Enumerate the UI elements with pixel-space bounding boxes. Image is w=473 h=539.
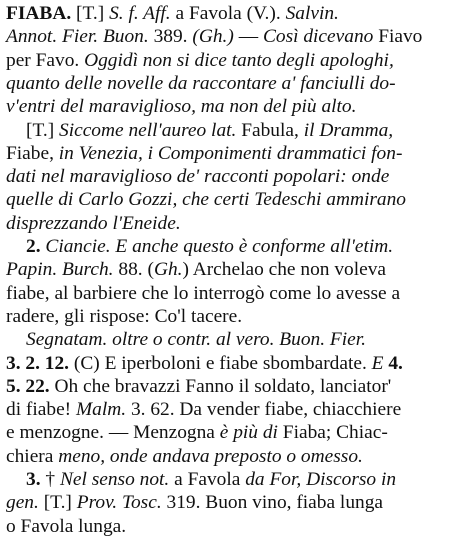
entry-bold-text: FIABA.	[6, 3, 72, 24]
entry-italic-text: meno, onde andava preposto o omesso.	[58, 445, 363, 467]
entry-line	[6, 491, 383, 515]
entry-italic-text: Siccome nell'aureo lat.	[59, 119, 237, 141]
entry-italic-text: Segnatam. oltre o contr. al vero. Buon. Fier.	[26, 329, 367, 351]
entry-bold-text: 2.	[26, 236, 41, 257]
entry-text: radere, gli rispose: Co'l tacere.	[6, 305, 243, 327]
entry-italic-text: S. f. Aff.	[109, 3, 171, 24]
entry-italic-text: E	[371, 352, 384, 374]
entry-text: Oh che bravazzi Fanno il soldato, lanciator'	[49, 375, 392, 397]
entry-text: 3. 62. Da vender fiabe, chiacchiere	[126, 399, 402, 421]
entry-italic-text: Prov. Tosc.	[76, 492, 162, 514]
entry-italic-text: Nel senso not.	[59, 469, 170, 490]
entry-line	[6, 212, 181, 236]
entry-line	[26, 119, 393, 143]
entry-line	[6, 188, 406, 212]
entry-text: Fiabe,	[6, 142, 59, 164]
entry-italic-text: Malm.	[76, 399, 127, 421]
entry-italic-text: Papin. Burch.	[6, 259, 114, 281]
entry-text: a Favola	[169, 469, 246, 490]
entry-line	[6, 49, 394, 73]
entry-line	[6, 421, 388, 445]
entry-italic-text: il Dramma,	[303, 119, 394, 141]
entry-line	[6, 398, 401, 422]
entry-text: (V.).	[241, 3, 286, 24]
entry-text: Favola	[188, 3, 242, 24]
entry-italic-text: Salvin.	[285, 3, 339, 24]
entry-text: fiabe, al barbiere che lo interrogò come lo avesse a	[6, 282, 401, 304]
entry-line	[26, 468, 396, 492]
entry-text: di fiabe!	[6, 399, 76, 421]
entry-italic-text: Annot. Fier. Buon.	[6, 26, 149, 48]
entry-bold-text: 5. 22.	[6, 375, 50, 397]
entry-italic-text: in Venezia, i Componimenti drammatici fon-	[58, 142, 403, 164]
entry-line	[6, 305, 242, 329]
entry-italic-text: quanto delle novelle da raccontare a' fanciulli do-	[6, 72, 396, 94]
entry-text: e menzogne. — Menzogna	[6, 422, 220, 444]
entry-italic-text: quelle di Carlo Gozzi, che certi Tedeschi ammirano	[6, 189, 406, 211]
entry-line	[6, 282, 400, 306]
entry-text: 88. (	[113, 259, 154, 281]
entry-text: †	[40, 469, 60, 490]
entry-text: chiera	[6, 445, 59, 467]
entry-line	[6, 352, 403, 376]
entry-text: per Favo.	[6, 49, 85, 71]
entry-bold-text: 3.	[26, 469, 41, 490]
entry-italic-text: Oggidì non si dice tanto degli apologhi,	[84, 49, 394, 71]
entry-line	[6, 375, 391, 399]
entry-text: 389.	[148, 26, 193, 48]
entry-italic-text: da For, Discorso in	[245, 469, 397, 490]
entry-bold-text: 4.	[383, 352, 403, 374]
entry-line	[6, 25, 422, 49]
entry-italic-text: dati nel maraviglioso de' racconti popolari: onde	[6, 166, 390, 188]
entry-italic-text: disprezzando l'Eneide.	[6, 212, 181, 234]
entry-line	[6, 515, 126, 539]
entry-line	[6, 165, 389, 189]
entry-text: Fiaba; Chiac-	[277, 422, 388, 444]
entry-line	[6, 258, 386, 282]
entry-text: [T.]	[71, 3, 110, 24]
entry-text: Fabula,	[236, 119, 304, 141]
entry-text: o Favola lunga.	[6, 515, 127, 537]
entry-italic-text: (Gh.)	[192, 26, 234, 48]
entry-bold-text: 3. 2. 12.	[6, 352, 70, 374]
entry-text: ) Archelao che non voleva	[182, 259, 387, 281]
entry-line	[6, 72, 396, 96]
entry-italic-text: Così dicevano	[262, 26, 374, 48]
entry-line	[6, 142, 402, 166]
entry-text: a	[170, 3, 189, 24]
entry-italic-text: Gh.	[153, 259, 183, 281]
entry-italic-text: gen.	[6, 492, 39, 514]
entry-text: (C) E iperboloni e fiabe sbombardate.	[69, 352, 372, 374]
entry-text: Fiavo	[373, 26, 423, 48]
entry-text: [T.]	[26, 119, 60, 141]
entry-line	[6, 2, 339, 26]
entry-line	[6, 445, 363, 469]
entry-text: —	[233, 26, 263, 48]
entry-text: 319. Buon vino, fiaba lunga	[161, 492, 384, 514]
entry-line	[6, 95, 356, 119]
entry-italic-text: Ciancie. E anche questo è conforme all'etim.	[40, 236, 394, 257]
entry-line	[26, 328, 366, 352]
entry-italic-text: v'entri del maraviglioso, ma non del più alto.	[6, 96, 357, 118]
entry-text: [T.]	[38, 492, 77, 514]
entry-line	[26, 235, 393, 259]
entry-italic-text: è più di	[219, 422, 278, 444]
